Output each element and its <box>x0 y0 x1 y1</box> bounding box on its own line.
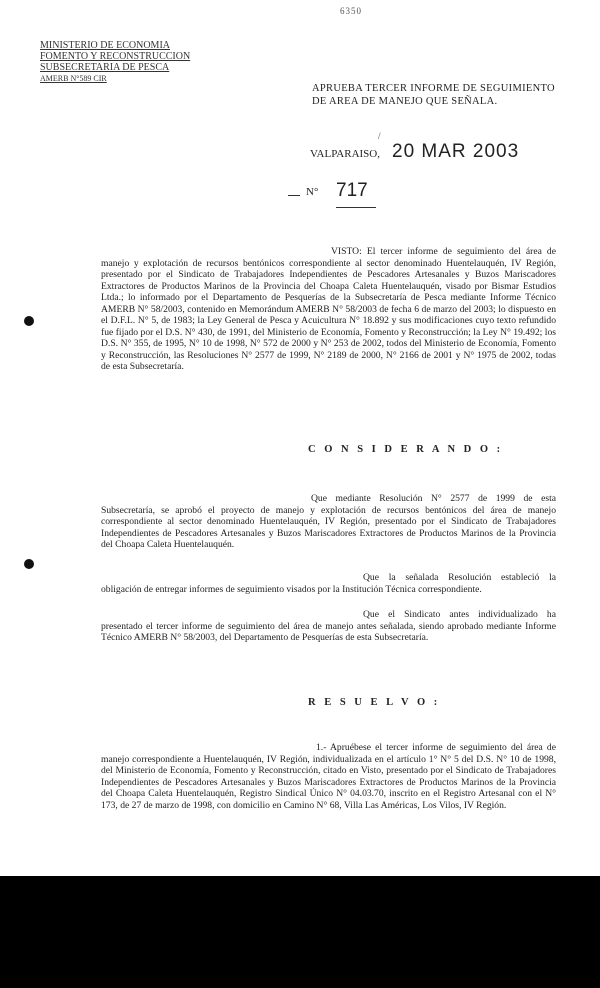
number-underline <box>336 207 376 208</box>
number-label: N° <box>306 186 319 198</box>
place-label: VALPARAISO, <box>310 148 380 160</box>
ministry-seal <box>40 40 200 84</box>
scan-border <box>0 876 600 988</box>
corner-mark: 6350 <box>340 6 362 16</box>
resuelvo-paragraph-1: 1.- Apruébese el tercer informe de seguimiento del área de manejo correspondiente a Huentelauquén, IV Región, individualizada en el artículo 1° N° 5 del D.S. N° 10 de 1998, del Ministerio de Economía, Fomento y Reconstrucción, citado en Visto, presentado por el Sindicato de Trabajadores Independientes de Pescadores Artesanales y Buzos Mariscadores Extractores de Productos Marinos de la Provincia del Choapa Caleta Huentelauquén, Registro Sindical Único N° 04.03.70, inscrito en el Registro Artesanal con el N° 173, de 27 de marzo de 1998, con domicilio en Camino N° 68, Villa Las Américas, Los Vilos, IV Región. <box>101 742 556 811</box>
resolution-number: 717 <box>336 180 368 201</box>
document-subject: APRUEBA TERCER INFORME DE SEGUIMIENTO DE AREA DE MANEJO QUE SEÑALA. <box>312 83 555 107</box>
binder-hole <box>24 316 34 326</box>
date-stamp: 20 MAR 2003 <box>392 141 520 162</box>
visto-paragraph: VISTO: El tercer informe de seguimiento del área de manejo y explotación de recursos bentónicos correspondiente al sector denominado Huentelauquén, IV Región, presentado por el Sindicato de Trabajadores Independientes de Pescadores Artesanales y Buzos Mariscadores Extractores de Productos Marinos de la Provincia del Choapa Caleta Huentelauquén, visado por Bismar Estudios Ltda.; lo informado por el Departamento de Pesquerías de la Subsecretaría de Pesca mediante Informe Técnico AMERB N° 58/2003, contenido en Memorándum AMERB N° 58/2003 de fecha 6 de marzo del 2003; lo dispuesto en el D.F.L. N° 5, de 1983; la Ley General de Pesca y Acuicultura N° 18.892 y sus modificaciones cuyo texto refundido fue fijado por el D.S. N° 430, de 1991, del Ministerio de Economía, Fomento y Reconstrucción; la Ley N° 19.492; los D.S. N° 355, de 1995, N° 10 de 1998, N° 572 de 2000 y N° 253 de 2002, todos del Ministerio de Economía, Fomento y Reconstrucción, las Resoluciones N° 2577 de 1999, N° 2189 de 2000, N° 2166 de 2001 y N° 1975 de 2002, todas de esta Subsecretaría. <box>101 246 556 372</box>
seal-line: SUBSECRETARIA DE PESCA <box>40 62 170 73</box>
resuelvo-heading: R E S U E L V O : <box>308 697 441 708</box>
considerando-paragraph-3: Que el Sindicato antes individualizado ha presentado el tercer informe de seguimiento del área de manejo antes señalada, siendo aprobado mediante Informe Técnico AMERB N° 58/2003, del Departamento de Pesquerías de esta Subsecretaría. <box>101 609 556 643</box>
number-dash <box>288 195 300 196</box>
seal-line: FOMENTO Y RECONSTRUCCION <box>40 51 191 62</box>
considerando-heading: C O N S I D E R A N D O : <box>308 444 504 455</box>
seal-line: AMERB N°589 CIR <box>40 74 107 83</box>
considerando-paragraph-1: Que mediante Resolución N° 2577 de 1999 de esta Subsecretaría, se aprobó el proyecto de manejo y explotación de recursos bentónicos del área de manejo correspondiente al sector denominado Huentelauquén, IV Región, presentado por el Sindicato de Trabajadores Independientes de Pescadores Artesanales y Buzos Mariscadores Extractores de Productos Marinos de la Provincia del Choapa Caleta Huentelauquén. <box>101 493 556 550</box>
seal-line: MINISTERIO DE ECONOMIA <box>40 40 170 51</box>
considerando-paragraph-2: Que la señalada Resolución estableció la obligación de entregar informes de seguimiento visados por la Institución Técnica correspondiente. <box>101 572 556 595</box>
binder-hole <box>24 559 34 569</box>
check-mark-icon: / <box>378 131 381 141</box>
